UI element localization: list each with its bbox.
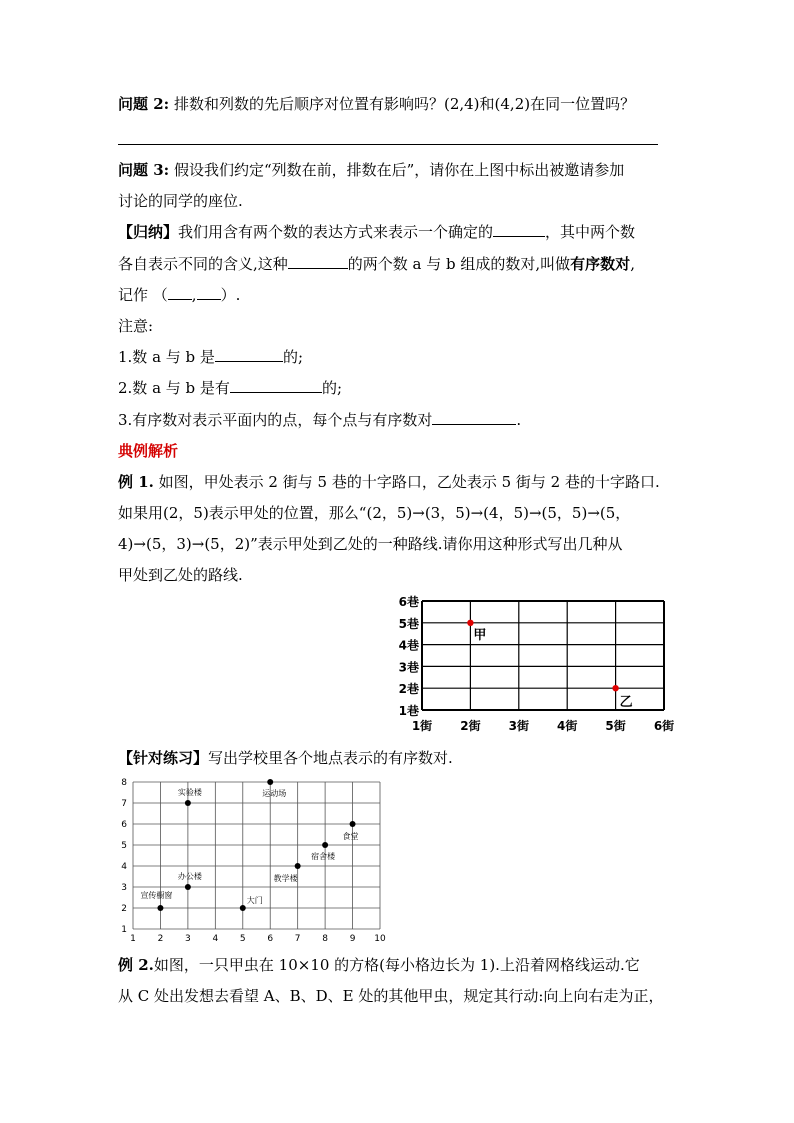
point-label: 运动场 [262,789,287,798]
x-tick-label: 5街 [605,719,626,733]
example-1-label: 例 1. [118,473,154,491]
example-2-line-2: 从 C 处出发想去看望 A、B、D、E 处的其他甲虫，规定其行动:向上向右走为正， [118,987,664,1005]
y-tick-label: 5 [121,841,127,851]
point-label: 宿舍楼 [311,852,336,861]
note-text: 的; [282,348,303,366]
x-tick-label: 10 [374,934,386,944]
data-point [185,800,191,806]
blank [230,378,322,393]
x-tick-label: 6街 [653,719,675,733]
summary-line-2 [118,254,635,274]
note-1 [118,347,303,367]
x-tick-label: 9 [349,934,356,944]
notes-title: 注意: [118,317,154,335]
point-label: 办公楼 [177,872,202,881]
question-3-text: 假设我们约定“列数在前，排数在后”，请你在上图中标出被邀请参加 [169,161,625,179]
answer-line [118,144,658,145]
y-tick-label: 4 [121,862,127,872]
question-3-cont: 讨论的同学的座位. [118,192,243,210]
blank [168,285,192,300]
y-tick-label: 4巷 [398,638,419,653]
example-1-line-2: 如果用(2，5)表示甲处的位置，那么“(2，5)→(3，5)→(4，5)→(5，5)→(5， [118,504,631,522]
x-tick-label: 8 [322,934,328,944]
data-point [295,863,301,869]
x-tick-label: 5 [239,934,246,944]
note-text: 3.有序数对表示平面内的点，每个点与有序数对 [118,411,433,429]
x-tick-label: 6 [267,934,274,944]
summary-text: 记作 （ [118,286,168,304]
data-point [612,685,618,691]
note-text: 2.数 a 与 b 是有 [118,379,230,397]
point-label: 乙 [619,695,633,711]
y-tick-label: 3巷 [398,660,419,675]
x-tick-label: 2 [157,934,164,944]
blank [432,410,516,425]
question-2-text: 排数和列数的先后顺序对位置有影响吗？(2,4)和(4,2)在同一位置吗？ [169,95,636,113]
question-2 [118,94,635,114]
y-tick-label: 6 [121,820,127,830]
summary-label: 【归纳】 [118,223,179,241]
summary-text: , [630,255,635,273]
street-grid-chart [380,590,690,735]
data-point [185,884,191,890]
y-tick-label: 7 [121,799,127,809]
x-tick-label: 3街 [508,719,529,733]
y-tick-label: 5巷 [398,616,419,631]
summary-line-3 [118,285,240,305]
question-2-label: 问题 2: [118,95,170,113]
blank [215,347,283,362]
x-tick-label: 3 [185,934,191,944]
point-label: 宣传橱窗 [140,891,173,900]
note-text: 1.数 a 与 b 是 [118,348,215,366]
data-point [240,905,246,911]
blank [288,254,348,269]
ordered-pair-term: 有序数对 [570,255,631,273]
point-label: 甲 [473,627,487,643]
summary-text: , [191,286,197,304]
example-2-text: 如图，一只甲虫在 10×10 的方格(每小格边长为 1).上沿着网格线运动.它 [153,956,640,974]
y-tick-label: 6巷 [398,595,419,609]
summary-text: 我们用含有两个数的表达方式来表示一个确定的 [178,223,494,241]
question-3-label: 问题 3: [118,161,170,179]
y-tick-label: 3 [121,883,127,893]
y-tick-label: 1巷 [398,704,419,718]
example-1-line-4: 甲处到乙处的路线. [118,566,243,584]
point-label: 实验楼 [177,788,202,797]
section-title: 典例解析 [118,442,179,460]
example-1-line-1 [118,472,660,492]
practice-text: 写出学校里各个地点表示的有序数对. [208,749,453,767]
x-tick-label: 1街 [411,719,433,733]
example-1-line-3: 4)→(5，3)→(5，2)”表示甲处到乙处的一种路线.请你用这种形式写出几种从 [118,535,623,553]
note-2 [118,378,342,398]
y-tick-label: 2巷 [398,682,419,697]
x-tick-label: 7 [294,934,301,944]
point-label: 教学楼 [273,874,298,883]
summary-line-1 [118,222,635,242]
point-label: 大门 [246,896,263,905]
summary-text: 各自表示不同的含义,这种 [118,255,288,273]
question-3 [118,160,624,180]
example-2-line-1 [118,955,640,975]
x-tick-label: 2街 [460,719,481,733]
practice-line [118,748,453,768]
note-text: . [516,411,522,429]
school-map-chart [115,774,395,946]
x-tick-label: 4 [212,934,219,944]
practice-label: 【针对练习】 [118,749,209,767]
example-1-text: 如图，甲处表示 2 街与 5 巷的十字路口，乙处表示 5 街与 2 巷的十字路口. [153,473,660,491]
x-tick-label: 1 [130,934,136,944]
y-tick-label: 2 [121,904,127,914]
data-point [322,842,328,848]
note-text: 的; [321,379,342,397]
data-point [467,620,473,626]
example-2-label: 例 2. [118,956,154,974]
data-point [267,779,273,785]
data-point [350,821,356,827]
summary-text: ）. [220,286,241,304]
y-tick-label: 1 [121,925,127,935]
point-label: 食堂 [342,832,359,841]
blank [493,222,545,237]
data-point [157,905,163,911]
y-tick-label: 8 [121,778,127,788]
x-tick-label: 4街 [557,719,578,733]
summary-text: ，其中两个数 [545,223,636,241]
blank [197,285,221,300]
note-3 [118,410,521,430]
summary-text: 的两个数 a 与 b 组成的数对,叫做 [347,255,571,273]
